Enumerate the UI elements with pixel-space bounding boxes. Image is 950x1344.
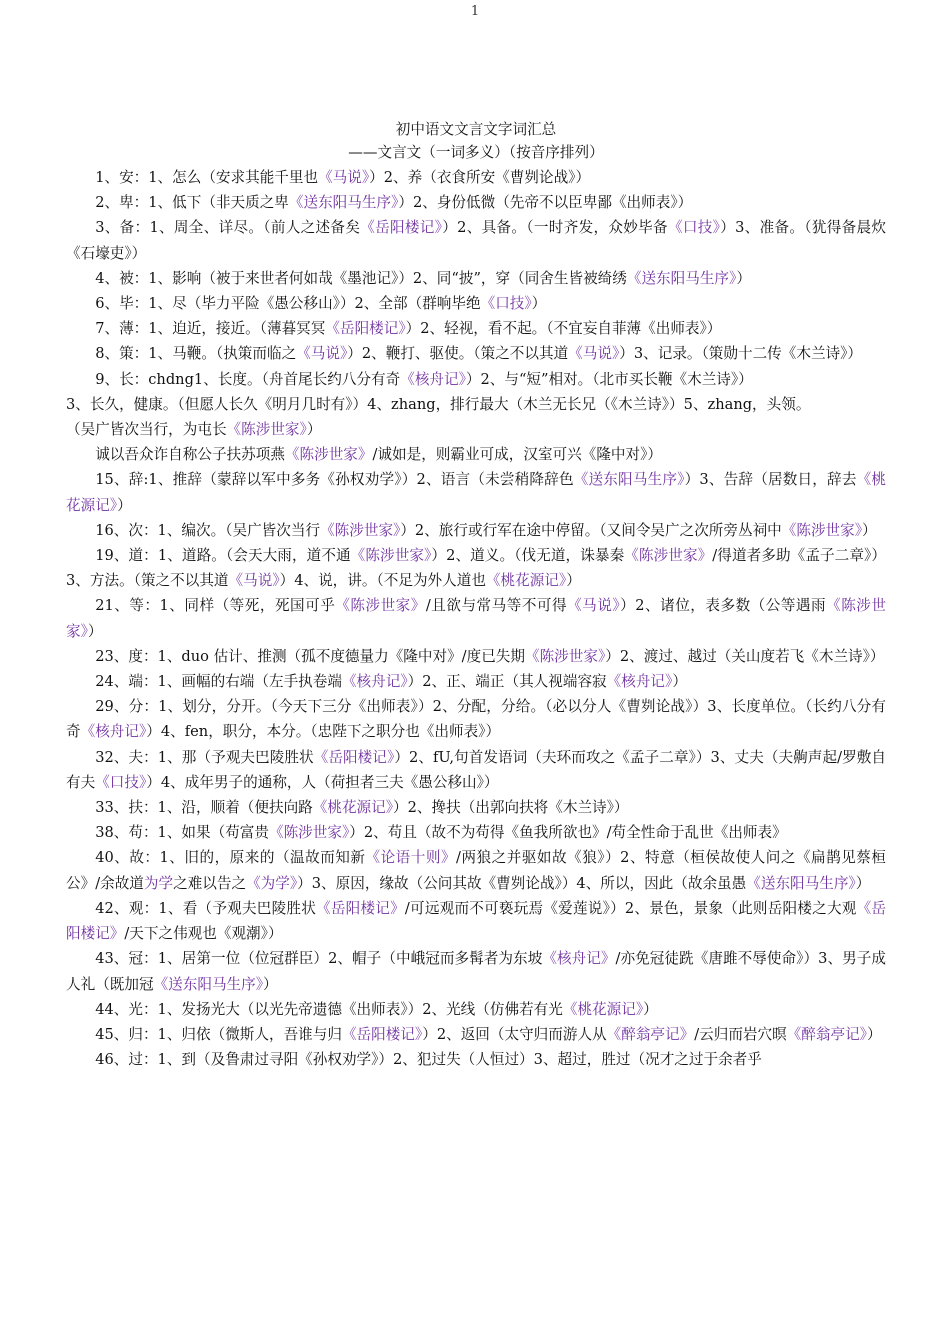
source-title-link[interactable]: 《陈涉世家》 <box>350 547 432 565</box>
source-title-link[interactable]: 《口技》 <box>480 295 532 313</box>
entry-text: ）2、鞭打、驱使。（策之不以其道 <box>347 345 569 363</box>
entry-text: 43、冠：1、居第一位（位冠群臣）2、帽子（中峨冠而多髯者为东坡 <box>95 950 543 968</box>
entry-text: 40、故：1、旧的，原来的（温故而知新 <box>95 849 366 867</box>
entry-text: /云归而岩穴暝 <box>694 1025 787 1043</box>
entry-paragraph <box>66 896 886 946</box>
source-title-link[interactable]: 《核舟记》 <box>341 673 408 691</box>
entry-text: 诚以吾众诈自称公子扶苏项燕 <box>95 446 285 464</box>
entry-text: ）2、养（衣食所安《曹刿论战》） <box>369 169 591 186</box>
document-subtitle: ——文言文（一词多义）（按音序排列） <box>348 144 604 161</box>
source-title-link[interactable]: 《陈涉世家》 <box>781 521 863 539</box>
source-title-link[interactable]: 《核舟记》 <box>542 950 616 968</box>
source-title-link[interactable]: 《陈涉世家》 <box>524 647 606 665</box>
source-title-link[interactable]: 《醉翁亭记》 <box>786 1025 867 1043</box>
entry-text: ）4、成年男子的通称，人（荷担者三夫《愚公移山》） <box>146 773 499 791</box>
entry-text: 42、观：1、看（予观夫巴陵胜状 <box>95 899 317 917</box>
entry-paragraph <box>66 467 886 517</box>
entry-text: ）2、道义。（伐无道，诛暴秦 <box>431 547 625 565</box>
entry-paragraph <box>66 593 886 643</box>
source-title-link[interactable]: 《岳阳楼记》 <box>360 219 443 237</box>
entry-text: ）2、轻视，看不起。（不宜妄自菲薄《出师表》） <box>405 320 722 338</box>
source-title-link[interactable]: 《核舟记》 <box>400 370 466 388</box>
page-number: 1 <box>470 4 480 19</box>
source-title-link[interactable]: 《岳阳楼记》 <box>341 1025 423 1043</box>
source-title-link[interactable]: 《陈涉世家》 <box>320 521 401 539</box>
source-title-link[interactable]: 《岳阳楼记》 <box>313 748 395 766</box>
entry-text: ）2、fU,句首发语词（夫环而攻之《孟子二章》）3、丈夫（夫齁声起/罗敷自有夫 <box>66 748 887 791</box>
entry-text: 8、策：1、马鞭。（执策而临之 <box>95 345 297 363</box>
entry-text: 32、夫：1、那（予观夫巴陵胜状 <box>95 748 314 766</box>
entry-text: /亦免冠徒跣《唐雎不辱使命》）3、男子成人礼（既加冠 <box>66 950 886 993</box>
entry-paragraph <box>66 367 886 392</box>
entry-text: /两狼之并驱如故《狼》）2、特意（桓侯故使人问之《扁鹊见蔡桓公》/余故道 <box>66 849 886 892</box>
entry-paragraph <box>66 946 886 996</box>
entry-text: 之难以告之 <box>173 874 247 892</box>
source-title-link[interactable]: 《核舟记》 <box>606 673 673 691</box>
source-title-link[interactable]: 《岳阳楼记》 <box>325 320 406 338</box>
entry-text: 2、卑：1、低下（非天质之卑 <box>95 194 289 212</box>
entry-text: ） <box>643 1000 658 1018</box>
entry-list <box>66 165 886 1072</box>
entry-text: 6、毕：1、尽（毕力平险《愚公移山》）2、全部（群响毕绝 <box>95 295 481 313</box>
entry-paragraph <box>66 215 886 265</box>
entry-text: ）4、fen，职分，本分。（忠陛下之职分也《出师表》） <box>146 723 501 741</box>
entry-text: /天下之伟观也《观潮》） <box>124 925 283 943</box>
entry-text: ） <box>672 673 687 691</box>
entry-text: 3、备：1、周全、详尽。（前人之述备矣 <box>95 219 361 237</box>
entry-text: 29、分：1、划分，分开。（今天下三分《出师表》）2、分配，分给。（必以分人《曹刿论战》）3、长度单位。（长约八分有奇 <box>66 698 886 741</box>
source-title-link[interactable]: 《陈涉世家》 <box>624 547 713 565</box>
entry-paragraph <box>66 392 886 417</box>
entry-paragraph <box>66 291 886 316</box>
entry-text: ）2、搀扶（出郭向扶将《木兰诗》） <box>393 799 629 817</box>
entry-paragraph <box>66 745 886 795</box>
entry-text: 9、长：chdng1、长度。（舟首尾长约八分有奇 <box>95 370 401 388</box>
entry-paragraph <box>66 694 886 744</box>
entry-text: ） <box>87 622 103 640</box>
entry-text: ）2、诸位，表多数（公等遇雨 <box>620 597 827 615</box>
source-title-link[interactable]: 《马说》 <box>228 572 280 590</box>
document-body <box>66 118 886 1072</box>
entry-text: 1、安：1、怎么（安求其能千里也 <box>95 169 319 186</box>
source-title-link[interactable]: 为学 <box>143 874 174 892</box>
entry-text: 15、辞:1、推辞（蒙辞以军中多务《孙权劝学》）2、语言（未尝稍降辞色 <box>95 471 574 489</box>
entry-paragraph <box>66 190 886 215</box>
entry-text: ）2、与“短”相对。（北市买长鞭《木兰诗》） <box>465 370 753 388</box>
entry-text: ）2、具备。（一时齐发，众妙毕备 <box>442 219 668 237</box>
entry-paragraph <box>66 341 886 366</box>
source-title-link[interactable]: 《送东阳马生序》 <box>288 194 399 212</box>
entry-text: /得道者多助《孟子二章》）3、方法。（策之不以其道 <box>66 547 886 590</box>
entry-paragraph <box>66 316 886 341</box>
source-title-link[interactable]: 《桃花源记》 <box>66 471 886 514</box>
source-title-link[interactable]: 《论语十则》 <box>365 849 457 867</box>
entry-text: 23、度：1、duo 估计、推测（孤不度德量力《隆中对》/度已失期 <box>95 647 525 665</box>
source-title-link[interactable]: 《口技》 <box>95 773 147 791</box>
document-title: 初中语文文言文字词汇总 <box>395 121 557 138</box>
entry-text: ） <box>306 421 322 439</box>
source-title-link[interactable]: 《岳阳楼记》 <box>316 899 405 917</box>
entry-text: 24、端：1、画幅的右端（左手执卷端 <box>95 673 342 691</box>
source-title-link[interactable]: 《岳阳楼记》 <box>66 899 886 943</box>
entry-text: ）2、返回（太守归而游人从 <box>422 1025 607 1043</box>
source-title-link[interactable]: 《马说》 <box>568 345 620 363</box>
source-title-link[interactable]: 《陈涉世家》 <box>335 597 426 615</box>
entry-text: ）3、告辞（居数日，辞去 <box>684 471 857 489</box>
source-title-link[interactable]: 《桃花源记》 <box>312 799 394 817</box>
entry-paragraph <box>66 543 886 593</box>
source-title-link[interactable]: 《送东阳马生序》 <box>746 874 856 892</box>
entry-text: ）2、正、端正（其人视端容寂 <box>407 673 607 691</box>
entry-paragraph <box>66 266 886 291</box>
entry-paragraph <box>66 845 886 895</box>
source-title-link[interactable]: 《陈涉世家》 <box>268 824 350 842</box>
entry-paragraph <box>66 997 886 1022</box>
entry-text: /且欲与常马等不可得 <box>425 597 568 615</box>
source-title-link[interactable]: 《桃花源记》 <box>562 1000 644 1018</box>
entry-text: 38、苟：1、如果（苟富贵 <box>95 824 269 842</box>
entry-text: ） <box>263 975 278 993</box>
entry-text: ） <box>862 521 877 539</box>
entry-text: ） <box>866 1025 882 1043</box>
entry-paragraph <box>66 442 886 467</box>
entry-text: 21、等：1、同样（等死，死国可乎 <box>95 597 336 615</box>
entry-text: ）4、说，讲。（不足为外人道也 <box>279 572 486 590</box>
entry-text: ）2、苟且（故不为苟得《鱼我所欲也》/苟全性命于乱世《出师表》 <box>349 824 787 842</box>
source-title-link[interactable]: 《桃花源记》 <box>485 572 567 590</box>
source-title-link[interactable]: 《马说》 <box>296 345 348 363</box>
entry-text: ） <box>117 496 132 514</box>
source-title-link[interactable]: 《口技》 <box>667 219 721 237</box>
source-title-link[interactable]: 《为学》 <box>246 874 298 892</box>
source-title-link[interactable]: 《陈涉世家》 <box>284 446 373 464</box>
entry-text: ）2、身份低微（先帝不以臣卑鄙《出师表》） <box>398 194 693 212</box>
entry-text: （吴广皆次当行，为屯长 <box>66 421 227 439</box>
entry-text: ） <box>566 572 581 590</box>
entry-paragraph <box>66 165 886 190</box>
entry-paragraph <box>66 518 886 543</box>
entry-text: ） <box>736 269 751 287</box>
entry-text: 16、次：1、编次。（吴广皆次当行 <box>95 521 321 539</box>
entry-text: ）3、记录。（策勋十二传《木兰诗》） <box>619 345 863 363</box>
entry-text: 33、扶：1、沿，顺着（便扶向路 <box>95 799 313 817</box>
entry-text: ）3、准备。（犹得备晨炊《石壕吏》） <box>66 219 886 262</box>
source-title-link[interactable]: 《马说》 <box>318 169 370 186</box>
source-title-link[interactable]: 《送东阳马生序》 <box>153 975 264 993</box>
entry-text: 46、过：1、到（及鲁肃过寻阳《孙权劝学》）2、犯过失（人恒过）3、超过，胜过（况才之过于余者乎 <box>95 1051 762 1069</box>
entry-text: /可远观而不可亵玩焉《爱莲说》）2、景色，景象（此则岳阳楼之大观 <box>404 899 857 917</box>
entry-text: ）2、渡过、越过（关山度若飞《木兰诗》） <box>605 647 885 665</box>
entry-text: 4、被：1、影响（被于来世者何如哉《墨池记》）2、同“披”，穿（同舍生皆被绮绣 <box>95 269 627 287</box>
source-title-link[interactable]: 《醉翁亭记》 <box>606 1025 695 1043</box>
entry-paragraph <box>66 1047 886 1072</box>
source-title-link[interactable]: 《陈涉世家》 <box>226 421 307 439</box>
entry-text: ）2、旅行或行军在途中停留。（又间令吴广之次所旁丛祠中 <box>400 521 782 539</box>
source-title-link[interactable]: 《送东阳马生序》 <box>573 471 685 489</box>
entry-text: ）3、原因，缘故（公问其故《曹刿论战》）4、所以，因此（故余虽愚 <box>297 874 747 892</box>
source-title-link[interactable]: 《陈涉世家》 <box>66 597 886 640</box>
source-title-link[interactable]: 《马说》 <box>567 597 621 615</box>
entry-paragraph <box>66 644 886 669</box>
entry-paragraph <box>66 669 886 694</box>
entry-text: 7、薄：1、迫近，接近。（薄暮冥冥 <box>95 320 326 338</box>
entry-text: ） <box>531 295 547 313</box>
entry-text: ） <box>855 874 871 892</box>
entry-paragraph <box>66 1022 886 1047</box>
entry-text: 44、光：1、发扬光大（以光先帝遗德《出师表》）2、光线（仿佛若有光 <box>95 1000 563 1018</box>
entry-text: /诚如是，则霸业可成，汉室可兴《隆中对》） <box>372 446 662 464</box>
entry-paragraph <box>66 820 886 845</box>
entry-text: 45、归：1、归依（微斯人，吾谁与归 <box>95 1025 342 1043</box>
entry-paragraph <box>66 417 886 442</box>
entry-text: 3、长久，健康。（但愿人长久《明月几时有》）4、zhang，排行最大（木兰无长兄（《木兰诗》）5、zhang，头领。 <box>66 395 811 413</box>
source-title-link[interactable]: 《核舟记》 <box>80 723 147 741</box>
source-title-link[interactable]: 《送东阳马生序》 <box>626 269 737 287</box>
entry-text: 19、道：1、道路。（会天大雨，道不通 <box>95 547 351 565</box>
entry-paragraph <box>66 795 886 820</box>
